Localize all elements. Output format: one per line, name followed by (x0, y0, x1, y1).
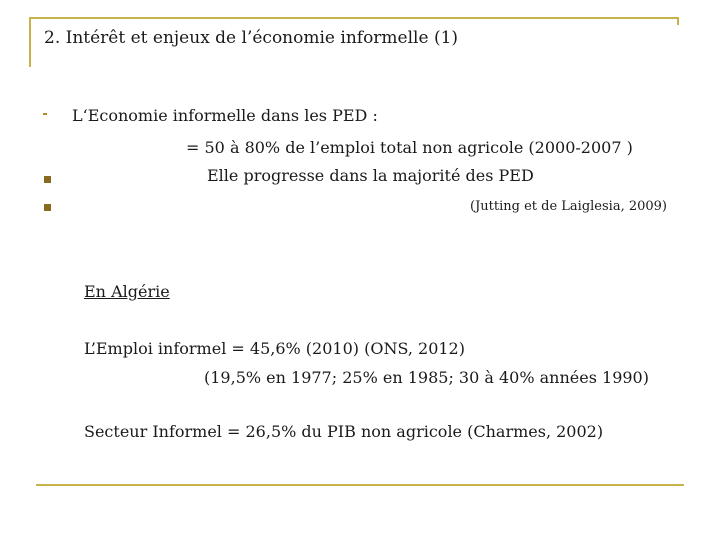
ped-source: (Jutting et de Laiglesia, 2009) (470, 199, 667, 214)
square-bullet-icon (44, 204, 51, 211)
informal-employment-line: L’Emploi informel = 45,6% (2010) (ONS, 2012) (84, 339, 465, 358)
square-bullet-icon (44, 176, 51, 183)
informal-employment-history: (19,5% en 1977; 25% en 1985; 30 à 40% années 1990) (204, 368, 649, 387)
dash-bullet-icon (43, 113, 47, 115)
bottom-divider (36, 484, 684, 486)
ped-progress-text: Elle progresse dans la majorité des PED (207, 166, 534, 185)
ped-employment-share: = 50 à 80% de l’emploi total non agricole (2000-2007 ) (186, 138, 633, 157)
algeria-heading: En Algérie (84, 282, 170, 301)
slide-title: 2. Intérêt et enjeux de l’économie informelle (1) (44, 28, 459, 48)
ped-heading: L‘Economie informelle dans les PED : (72, 106, 378, 125)
informal-sector-line: Secteur Informel = 26,5% du PIB non agricole (Charmes, 2002) (84, 422, 604, 441)
